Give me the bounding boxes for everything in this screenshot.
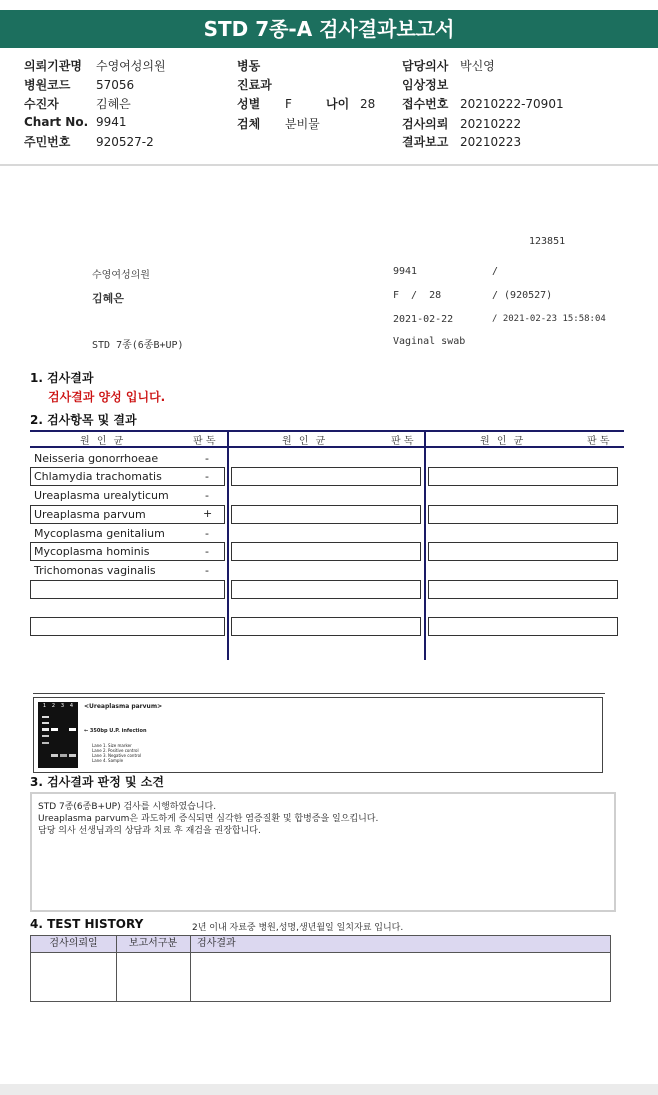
value: 수영여성의원: [96, 59, 166, 73]
history-note: 2년 이내 자료중 병원,성명,생년월일 일치자료 입니다.: [192, 923, 404, 933]
pathogen-result: -: [205, 545, 209, 558]
chart-number: 9941: [393, 266, 418, 277]
table-row: [428, 542, 618, 561]
history-divider: [116, 953, 117, 1001]
table-row: [231, 505, 421, 524]
section3-title: 3. 검사결과 판정 및 소견: [30, 775, 164, 789]
hospital-name: 수영여성의원: [92, 270, 150, 281]
header-row: [237, 76, 285, 93]
report-id: 123851: [529, 236, 566, 247]
gel-band: [42, 742, 49, 744]
opinion-line: Ureaplasma parvum은 과도하게 증식되면 심각한 염증질환 및 합병증을 일으킵니다.: [38, 814, 379, 824]
section1-title: 1. 검사결과: [30, 371, 94, 385]
history-col-type: 보고서구분: [116, 936, 191, 952]
label: Chart No.: [24, 115, 89, 129]
col-header-result: 판 독: [391, 436, 414, 447]
sex-age: F / 28: [393, 290, 442, 301]
table-divider: [424, 430, 426, 660]
table-row: [231, 580, 421, 599]
table-row: [231, 617, 421, 636]
report-title: STD 7종-A 검사결과보고서: [0, 10, 658, 48]
pathogen-result: -: [205, 527, 209, 540]
lane-label: 4: [69, 703, 74, 709]
pathogen-name: Chlamydia trachomatis: [34, 470, 162, 483]
header-row: [402, 57, 495, 74]
gel-image: [38, 702, 78, 768]
header-row: [402, 76, 460, 93]
gel-title: <Ureaplasma parvum>: [84, 703, 163, 710]
pathogen-name: Mycoplasma hominis: [34, 545, 150, 558]
header-row: [24, 76, 134, 93]
value: 분비물: [285, 117, 320, 131]
header-row: [326, 95, 375, 112]
lane-label: 3: [60, 703, 65, 709]
lane-label: 1: [42, 703, 47, 709]
gel-band: [42, 722, 49, 724]
header-divider: [0, 164, 658, 166]
history-col-result: 검사결과: [197, 938, 236, 949]
gel-legend-item: Lane 2. Positive control: [92, 748, 139, 753]
value: 920527-2: [96, 135, 154, 149]
pathogen-result: -: [205, 564, 209, 577]
label: 병동: [237, 59, 261, 73]
specimen: Vaginal swab: [393, 336, 466, 347]
separator: /: [492, 266, 499, 277]
gel-band: [69, 728, 76, 731]
gel-band: [42, 716, 49, 718]
value: 김혜은: [96, 97, 131, 111]
header-row: [24, 115, 127, 129]
opinion-line: 담당 의사 선생님과의 상담과 치료 후 재검을 권장합니다.: [38, 826, 261, 836]
col-header-pathogen: 원 인 균: [282, 436, 328, 447]
pathogen-name: Trichomonas vaginalis: [34, 564, 156, 577]
patient-name: 김혜은: [92, 292, 124, 305]
pathogen-name-positive: Ureaplasma parvum: [34, 508, 146, 521]
header-row: [402, 115, 521, 132]
header-row: [24, 95, 131, 112]
pathogen-name: Ureaplasma urealyticum: [34, 489, 169, 502]
col-header-result: 판 독: [587, 436, 610, 447]
value: 20210222: [460, 117, 522, 131]
gel-panel: [33, 697, 603, 773]
value: 28: [360, 97, 376, 111]
gel-band: [69, 754, 76, 757]
gel-legend-item: Lane 3. Negative control: [92, 753, 142, 758]
opinion-line: STD 7종(6종B+UP) 검사를 시행하였습니다.: [38, 802, 217, 812]
col-header-pathogen: 원 인 균: [80, 436, 126, 447]
table-row: [231, 542, 421, 561]
label: 주민번호: [24, 135, 71, 149]
header-row: [237, 95, 292, 112]
label: 성별: [237, 97, 261, 111]
table-row: [428, 467, 618, 486]
label: 의뢰기관명: [24, 59, 82, 73]
header-row: [237, 115, 320, 132]
value: 박신영: [460, 59, 495, 73]
value: F: [285, 97, 292, 111]
request-date: 2021-02-22: [393, 314, 454, 325]
lane-label: 2: [51, 703, 56, 709]
gel-band: [60, 754, 67, 757]
section4-title: 4. TEST HISTORY: [30, 917, 144, 931]
history-col-date: 검사의뢰일: [31, 936, 117, 952]
opinion-box: [30, 792, 616, 912]
report-datetime: / 2021-02-23 15:58:04: [492, 314, 606, 324]
result-summary: 검사결과 양성 입니다.: [48, 390, 166, 404]
value: 20210223: [460, 135, 522, 149]
label: 나이: [326, 97, 350, 111]
gel-legend: [92, 743, 141, 763]
table-row: [428, 617, 618, 636]
history-body: [30, 953, 611, 1002]
table-row: [428, 505, 618, 524]
birth-date: / (920527): [492, 290, 553, 301]
pathogen-result: -: [205, 470, 209, 483]
label: 검체: [237, 117, 261, 131]
table-divider: [227, 430, 229, 660]
gel-band: [42, 735, 49, 737]
value: 20210222-70901: [460, 97, 564, 111]
pathogen-name: Neisseria gonorrhoeae: [34, 452, 159, 465]
gel-band: [51, 754, 58, 757]
pathogen-name: Mycoplasma genitalium: [34, 527, 165, 540]
label: 진료과: [237, 78, 272, 92]
test-name: STD 7종(6종B+UP): [92, 340, 184, 351]
label: 임상정보: [402, 78, 449, 92]
gel-legend-item: Lane 4. Sample: [92, 758, 124, 763]
pathogen-result-positive: +: [203, 507, 213, 520]
gel-lane-labels: [40, 703, 76, 709]
label: 수진자: [24, 97, 59, 111]
gel-band-label: ← 350bp U.P. infection: [84, 728, 147, 734]
label: 담당의사: [402, 59, 449, 73]
header-row: [402, 95, 564, 112]
section2-title: 2. 검사항목 및 결과: [30, 413, 137, 427]
gel-legend-item: Lane 1. Size marker: [92, 743, 132, 748]
pathogen-result: -: [205, 489, 209, 502]
header-row: [24, 57, 166, 74]
table-row: [428, 580, 618, 599]
label: 접수번호: [402, 97, 449, 111]
header-row: [402, 133, 521, 150]
table-row: [30, 617, 225, 636]
table-row: [30, 580, 225, 599]
history-divider: [190, 953, 191, 1001]
pathogen-result: -: [205, 452, 209, 465]
history-header: [30, 935, 611, 953]
header-row: [237, 57, 285, 74]
label: 검사의뢰: [402, 117, 449, 131]
table-row: [231, 467, 421, 486]
value: 9941: [96, 115, 127, 129]
col-header-result: 판 독: [193, 436, 216, 447]
label: 병원코드: [24, 78, 71, 92]
label: 결과보고: [402, 135, 449, 149]
page-footer-band: [0, 1084, 658, 1095]
gel-band: [51, 728, 58, 731]
gel-top-rule: [33, 693, 605, 694]
header-row: [24, 133, 154, 150]
value: 57056: [96, 78, 135, 92]
gel-band: [42, 728, 49, 731]
col-header-pathogen: 원 인 균: [480, 436, 526, 447]
